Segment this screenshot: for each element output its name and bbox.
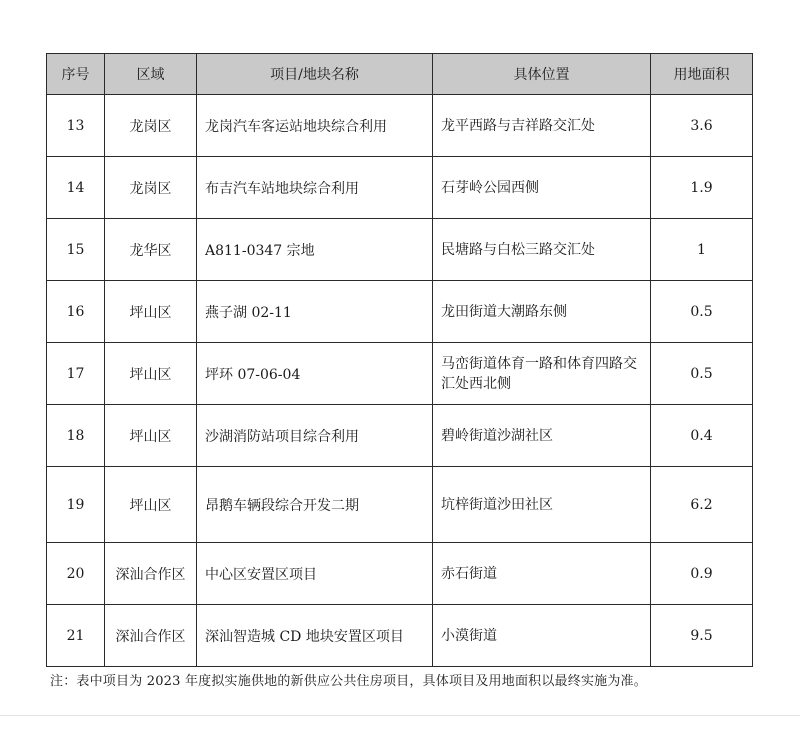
cell-project-name: 沙湖消防站项目综合利用 xyxy=(197,405,433,467)
table-row xyxy=(47,157,753,219)
header-location: 具体位置 xyxy=(433,54,651,95)
cell-land-area: 1 xyxy=(651,219,753,281)
cell-land-area: 0.5 xyxy=(651,281,753,343)
cell-district: 深汕合作区 xyxy=(105,605,197,667)
cell-location: 赤石街道 xyxy=(433,543,651,605)
header-project-name: 项目/地块名称 xyxy=(197,54,433,95)
table-row xyxy=(47,605,753,667)
cell-project-name: 燕子湖 02-11 xyxy=(197,281,433,343)
table-footnote: 注：表中项目为 2023 年度拟实施供地的新供应公共住房项目，具体项目及用地面积以最终实施为准。 xyxy=(50,674,647,689)
cell-serial-number: 16 xyxy=(47,281,105,343)
table-row xyxy=(47,95,753,157)
cell-location: 坑梓街道沙田社区 xyxy=(433,467,651,543)
table-row xyxy=(47,405,753,467)
cell-district: 龙岗区 xyxy=(105,95,197,157)
cell-location: 碧岭街道沙湖社区 xyxy=(433,405,651,467)
cell-project-name: 坪环 07-06-04 xyxy=(197,343,433,405)
table-row xyxy=(47,467,753,543)
table-header-row xyxy=(47,54,753,95)
header-district: 区域 xyxy=(105,54,197,95)
cell-project-name: 深汕智造城 CD 地块安置区项目 xyxy=(197,605,433,667)
cell-district: 深汕合作区 xyxy=(105,543,197,605)
cell-district: 坪山区 xyxy=(105,405,197,467)
cell-land-area: 0.4 xyxy=(651,405,753,467)
cell-location: 龙平西路与吉祥路交汇处 xyxy=(433,95,651,157)
cell-land-area: 1.9 xyxy=(651,157,753,219)
cell-land-area: 0.9 xyxy=(651,543,753,605)
cell-project-name: A811-0347 宗地 xyxy=(197,219,433,281)
table-row xyxy=(47,219,753,281)
cell-district: 龙华区 xyxy=(105,219,197,281)
cell-serial-number: 17 xyxy=(47,343,105,405)
cell-serial-number: 18 xyxy=(47,405,105,467)
cell-project-name: 昂鹅车辆段综合开发二期 xyxy=(197,467,433,543)
cell-district: 龙岗区 xyxy=(105,157,197,219)
table-row xyxy=(47,543,753,605)
cell-location: 马峦街道体育一路和体育四路交汇处西北侧 xyxy=(433,343,651,405)
cell-project-name: 布吉汽车站地块综合利用 xyxy=(197,157,433,219)
cell-serial-number: 20 xyxy=(47,543,105,605)
cell-location: 石芽岭公园西侧 xyxy=(433,157,651,219)
cell-district: 坪山区 xyxy=(105,467,197,543)
cell-district: 坪山区 xyxy=(105,281,197,343)
header-land-area: 用地面积 xyxy=(651,54,753,95)
cell-serial-number: 21 xyxy=(47,605,105,667)
land-supply-table xyxy=(46,53,753,667)
cell-project-name: 龙岗汽车客运站地块综合利用 xyxy=(197,95,433,157)
header-serial-number: 序号 xyxy=(47,54,105,95)
cell-land-area: 6.2 xyxy=(651,467,753,543)
cell-land-area: 0.5 xyxy=(651,343,753,405)
cell-project-name: 中心区安置区项目 xyxy=(197,543,433,605)
cell-land-area: 9.5 xyxy=(651,605,753,667)
cell-serial-number: 14 xyxy=(47,157,105,219)
cell-district: 坪山区 xyxy=(105,343,197,405)
bottom-divider xyxy=(0,715,800,716)
cell-land-area: 3.6 xyxy=(651,95,753,157)
cell-location: 龙田街道大潮路东侧 xyxy=(433,281,651,343)
land-supply-table-container xyxy=(46,53,752,667)
cell-serial-number: 13 xyxy=(47,95,105,157)
cell-location: 小漠街道 xyxy=(433,605,651,667)
table-row xyxy=(47,281,753,343)
cell-location: 民塘路与白松三路交汇处 xyxy=(433,219,651,281)
cell-serial-number: 15 xyxy=(47,219,105,281)
cell-serial-number: 19 xyxy=(47,467,105,543)
table-row xyxy=(47,343,753,405)
